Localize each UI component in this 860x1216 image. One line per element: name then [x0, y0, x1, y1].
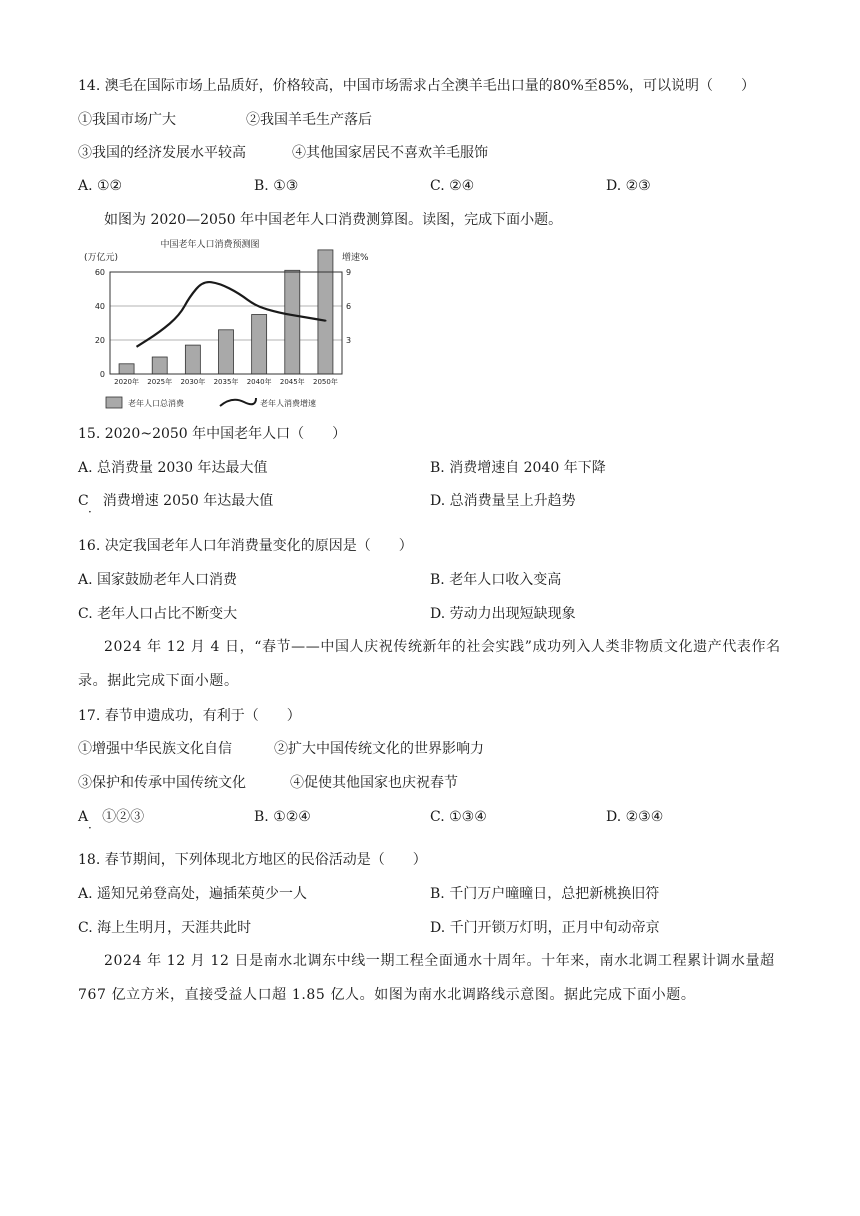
spring-festival-intro: 2024 年 12 月 4 日，“春节——中国人庆祝传统新年的社会实践”成功列入人类非物质文化遗产代表作名录。据此完成下面小题。 [78, 639, 781, 689]
bar-2035年 [219, 330, 234, 374]
q17-statement-2: ②扩大中国传统文化的世界影响力 [274, 741, 484, 757]
legend-line-swatch [220, 398, 256, 406]
q14-stem: 14. 澳毛在国际市场上品质好，价格较高，中国市场需求占全澳羊毛出口量的80%至85%，可以说明（ ） [78, 78, 755, 94]
q17-stem: 17. 春节申遗成功，有利于（ ） [78, 708, 301, 724]
q14-option-a: A. ①② [78, 178, 123, 194]
q14-statement-3: ③我国的经济发展水平较高 [78, 145, 246, 161]
bar-2020年 [119, 364, 134, 374]
q17-statement-4: ④促使其他国家也庆祝春节 [290, 775, 458, 791]
bar-2025年 [152, 357, 167, 374]
q15-option-b: B. 消费增速自 2040 年下降 [430, 460, 606, 476]
q18-stem: 18. 春节期间，下列体现北方地区的民俗活动是（ ） [78, 852, 427, 868]
x-tick-label: 2045年 [279, 378, 305, 386]
right-tick-label: 3 [346, 336, 352, 345]
q16-option-d: D. 劳动力出现短缺现象 [430, 606, 576, 622]
q17-option-d: D. ②③④ [606, 809, 664, 825]
chart-left-axis-label: (万亿元) [84, 253, 119, 263]
left-tick-label: 60 [94, 268, 105, 277]
q18-option-c: C. 海上生明月，天涯共此时 [78, 920, 252, 936]
q17-option-a: A ①②③ [78, 809, 145, 825]
q16-option-b: B. 老年人口收入变高 [430, 572, 562, 588]
dot-mark: · [88, 821, 92, 835]
legend-bar-swatch [106, 397, 122, 408]
q14-statement-1: ①我国市场广大 [78, 112, 176, 128]
q14-statement-4: ④其他国家居民不喜欢羊毛服饰 [292, 145, 488, 161]
right-tick-label: 9 [346, 268, 352, 277]
q18-option-a: A. 遥知兄弟登高处，遍插茱萸少一人 [78, 886, 308, 902]
q14-statement-2: ②我国羊毛生产落后 [246, 112, 372, 128]
chart-bars [119, 250, 333, 374]
q15-option-c: C 消费增速 2050 年达最大值 [78, 493, 274, 509]
left-tick-label: 0 [99, 370, 105, 379]
q14-option-b: B. ①③ [254, 178, 299, 194]
x-tick-label: 2030年 [180, 378, 206, 386]
q15-stem: 15. 2020~2050 年中国老年人口（ ） [78, 426, 347, 442]
q16-option-c: C. 老年人口占比不断变大 [78, 606, 238, 622]
chart-intro: 如图为 2020—2050 年中国老年人口消费测算图。读图，完成下面小题。 [104, 212, 563, 228]
q14-option-c: C. ②④ [430, 178, 475, 194]
x-tick-label: 2035年 [213, 378, 239, 386]
q15-option-a: A. 总消费量 2030 年达最大值 [78, 460, 268, 476]
x-tick-label: 2025年 [147, 378, 173, 386]
q17-option-c: C. ①③④ [430, 809, 487, 825]
dot-mark: · [88, 505, 92, 519]
bar-2030年 [185, 345, 200, 374]
chart-title: 中国老年人口消费预测图 [160, 240, 260, 250]
bar-2050年 [318, 250, 333, 374]
legend-bar-label: 老年人口总消费 [128, 399, 184, 408]
legend-line-label: 老年人消费增速 [260, 399, 316, 408]
q14-option-d: D. ②③ [606, 178, 651, 194]
q16-option-a: A. 国家鼓励老年人口消费 [78, 572, 238, 588]
q18-option-d: D. 千门开锁万灯明，正月中旬动帝京 [430, 920, 660, 936]
bar-2040年 [252, 315, 267, 375]
chart-legend [106, 397, 316, 408]
q16-stem: 16. 决定我国老年人口年消费量变化的原因是（ ） [78, 538, 413, 554]
chart-right-axis-label: 增速% [342, 253, 369, 263]
right-tick-label: 6 [346, 302, 352, 311]
bar-2045年 [285, 270, 300, 374]
q18-option-b: B. 千门万户曈曈日，总把新桃换旧符 [430, 886, 660, 902]
x-tick-label: 2020年 [114, 378, 139, 386]
south-north-water-intro: 2024 年 12 月 12 日是南水北调东中线一期工程全面通水十周年。十年来，南水北调工程累计调水量超 767 亿立方米，直接受益人口超 1.85 亿人。如图为南水北调路线示意图。据此完成下面小题。 [78, 953, 775, 1003]
q17-statement-3: ③保护和传承中国传统文化 [78, 775, 246, 791]
q15-option-d: D. 总消费量呈上升趋势 [430, 493, 576, 509]
q17-statement-1: ①增强中华民族文化自信 [78, 741, 232, 757]
elderly-consumption-chart [80, 238, 370, 416]
x-tick-label: 2040年 [246, 378, 272, 386]
left-tick-label: 20 [94, 336, 105, 345]
left-tick-label: 40 [94, 302, 105, 311]
x-tick-label: 2050年 [313, 378, 338, 386]
q17-option-b: B. ①②④ [254, 809, 311, 825]
